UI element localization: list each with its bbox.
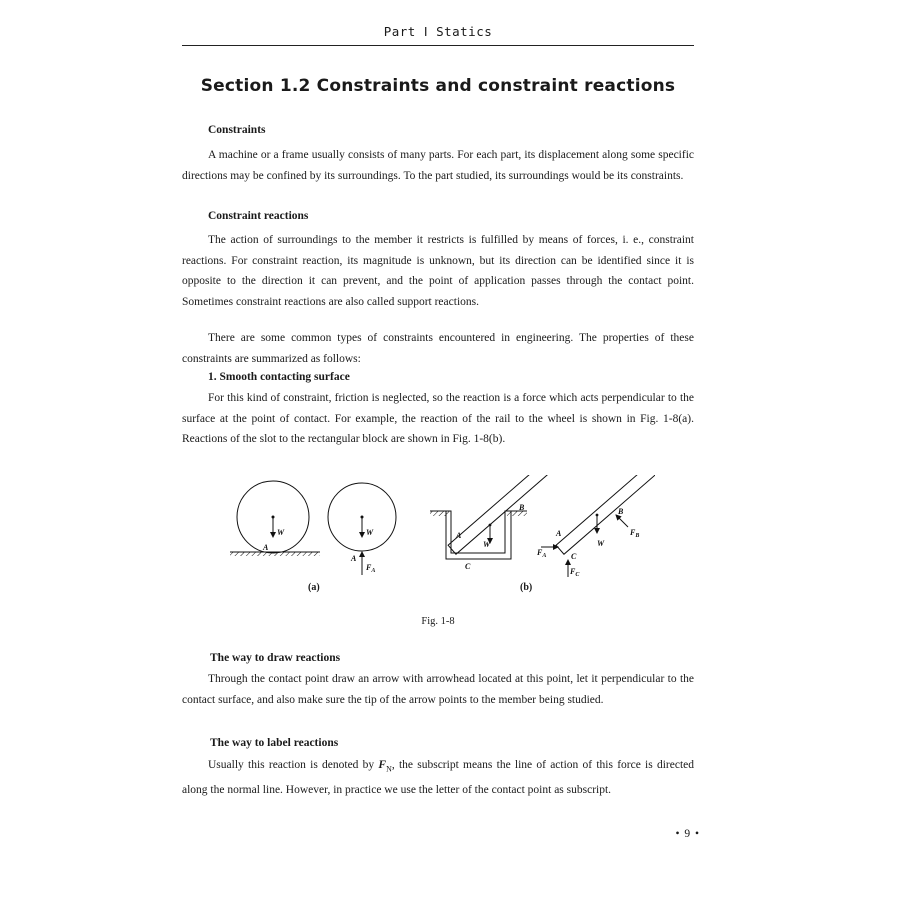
figure-a-free-body bbox=[328, 483, 396, 575]
label-A-a1: A bbox=[263, 543, 269, 552]
paragraph-constraint-reactions-2: There are some common types of constraints encountered in engineering. The properties of these constraints are summarized as follows: bbox=[182, 332, 694, 365]
paragraph-draw-reactions: Through the contact point draw an arrow with arrowhead located at this point, let it perpendicular to the contact surface, and also make sure the tip of the arrow points to the member being studied. bbox=[182, 673, 694, 706]
label-W-a1: W bbox=[277, 528, 285, 537]
label-FA-b: $F_A$ bbox=[537, 548, 547, 559]
label-A-a2: A bbox=[351, 554, 357, 563]
running-head: Part Ⅰ Statics bbox=[383, 24, 493, 39]
figure-label-a: (a) bbox=[308, 582, 320, 593]
heading-label-reactions: The way to label reactions bbox=[210, 737, 339, 749]
paragraph-constraint-reactions-1: The action of surroundings to the member it restricts is fulfilled by means of forces, i. e., constraint reactions. For constraint reaction, its magnitude is unknown, but its direction can be identified since it is opposite to the direction it can prevent, and the point of application passes through the contact point. Sometimes constraint reactions are also called support reactions. bbox=[182, 234, 694, 308]
heading-constraints: Constraints bbox=[208, 124, 266, 136]
paragraph-smooth-surface: For this kind of constraint, friction is neglected, so the reaction is a force which acts perpendicular to the surface at the point of contact. For example, the reaction of the rail to the wheel is shown in Fig. 1-8(a). Reactions of the slot to the rectangular block are shown in Fig. 1-8(b). bbox=[182, 392, 694, 446]
heading-smooth-surface: 1. Smooth contacting surface bbox=[208, 371, 350, 383]
figure-caption: Fig. 1-8 bbox=[421, 616, 455, 627]
label-B-b1: B bbox=[519, 503, 525, 512]
label-A-b2: A bbox=[556, 529, 562, 538]
paragraph-constraints: A machine or a frame usually consists of many parts. For each part, its displacement along some specific directions may be confined by its surroundings. To the part studied, its surroundings would be its constraints. bbox=[182, 149, 694, 182]
figure-a-wheel-on-rail bbox=[230, 481, 320, 556]
figure-b-block-in-slot bbox=[430, 475, 548, 571]
label-W-a2: W bbox=[366, 528, 374, 537]
heading-constraint-reactions: Constraint reactions bbox=[208, 210, 309, 222]
symbol-subscript-N: N bbox=[386, 764, 392, 774]
label-W-b2: W bbox=[597, 539, 605, 548]
figure-label-b: (b) bbox=[520, 582, 533, 593]
header-rule bbox=[182, 45, 694, 46]
label-B-b2: B bbox=[618, 507, 624, 516]
label-reactions-text-2: , the subscript means the line of action of this force is directed along the normal line. However, in practice we use the letter of the contact point as subscript. bbox=[182, 759, 694, 796]
figure-b-free-body bbox=[536, 475, 655, 578]
label-C-b2: C bbox=[571, 552, 577, 561]
paragraph-label-reactions bbox=[182, 755, 694, 800]
label-C-b1: C bbox=[465, 562, 471, 571]
label-A-b1: A bbox=[456, 531, 462, 540]
symbol-F: F bbox=[378, 759, 387, 771]
section-title: Section 1.2 Constraints and constraint reactions bbox=[200, 76, 676, 96]
label-FC-b: $F_C$ bbox=[570, 567, 580, 578]
label-reactions-text-1: Usually this reaction is denoted by bbox=[208, 759, 379, 771]
page-number: • 9 • bbox=[675, 828, 700, 840]
label-FA-a: $F_A$ bbox=[366, 563, 376, 574]
heading-draw-reactions: The way to draw reactions bbox=[210, 652, 341, 664]
label-W-b1: W bbox=[483, 540, 491, 549]
label-FB-b: $F_B$ bbox=[630, 528, 640, 539]
figure-1-8 bbox=[225, 475, 655, 610]
